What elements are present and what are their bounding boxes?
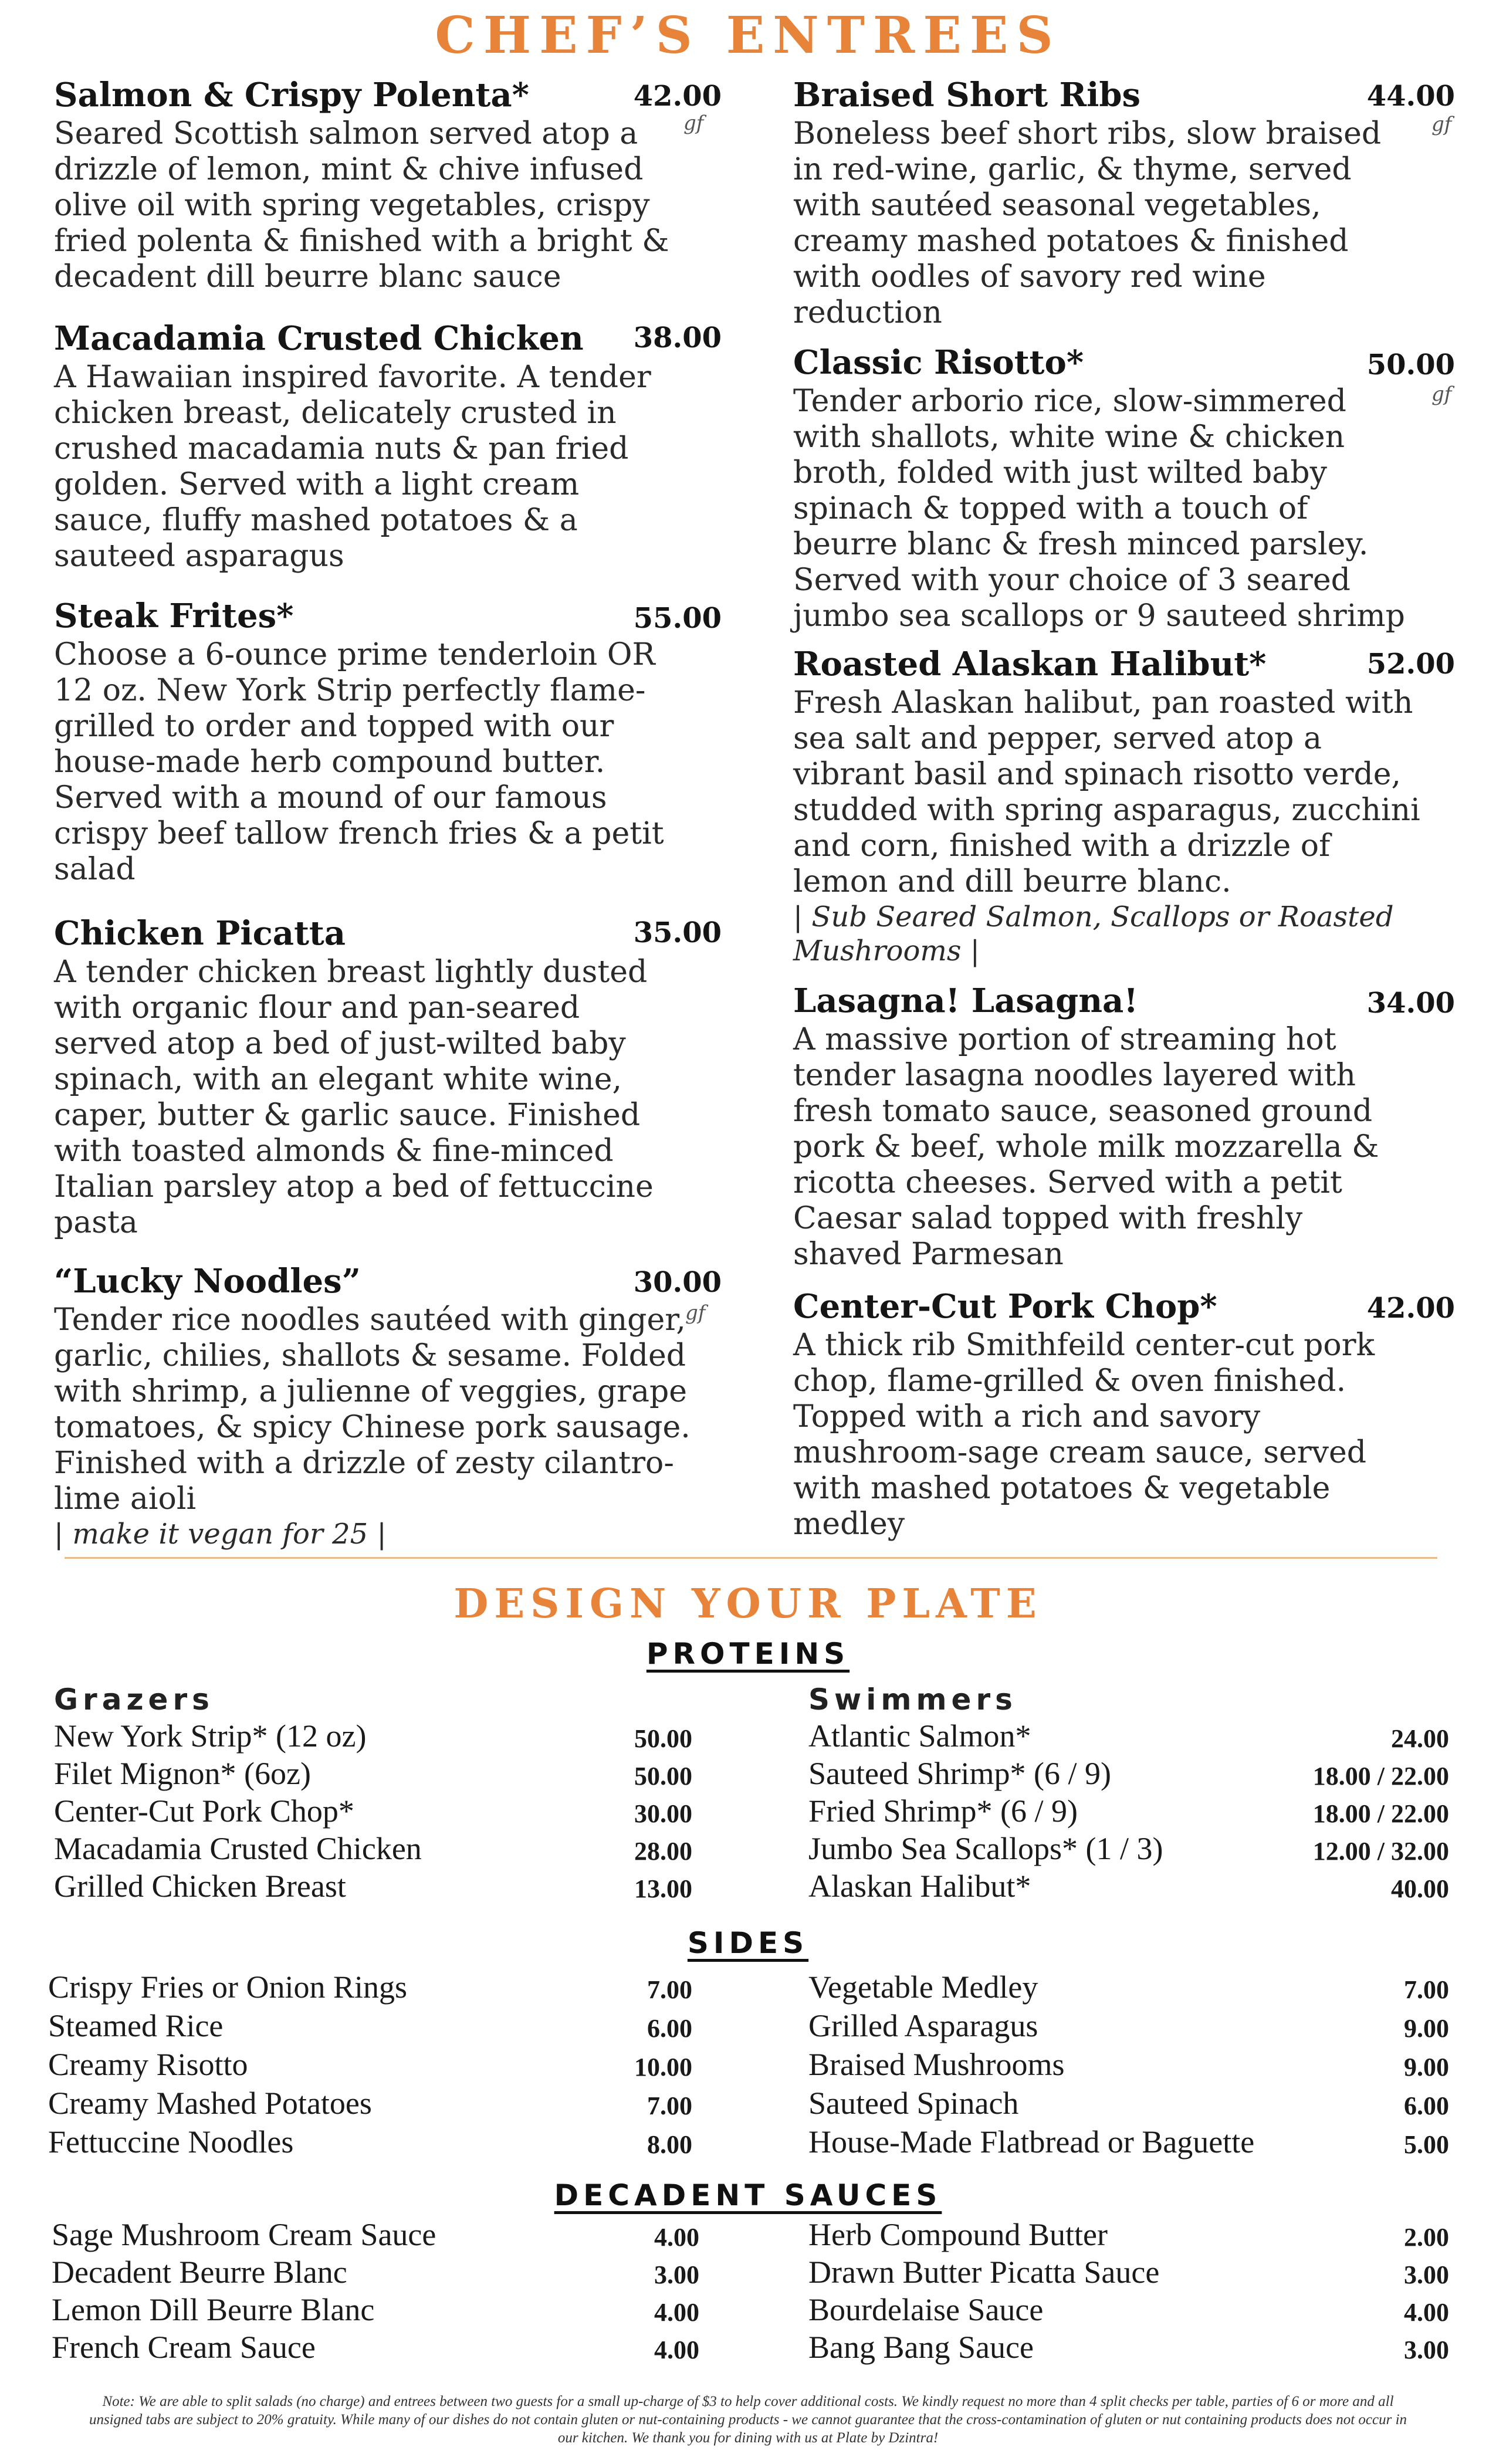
menu-row [48,2085,692,2124]
entree-price: 42.00 [1366,1292,1455,1325]
gluten-free-badge: gf [1431,383,1452,406]
menu-row-price: 10.00 [634,2053,692,2081]
entree-description: Choose a 6-ounce prime tenderloin OR 12 oz. New York Strip perfectly flame-grilled to order and topped with our house-made herb compound butter. Served with a mound of our famous crispy beef tallow french fries & a petit salad [54,637,664,887]
menu-row-label: Creamy Mashed Potatoes [48,2086,372,2121]
grazers-heading: Grazers [54,1683,214,1717]
menu-row-label: New York Strip* (12 oz) [54,1718,367,1754]
entree-description: A Hawaiian inspired favorite. A tender chicken breast, delicately crusted in crushed macadamia nuts & pan fried golden. Served with a light cream sauce, fluffy mashed potatoes & a sauteed asparagus [54,360,651,574]
entree-price: 44.00 [1366,80,1455,113]
menu-row-price: 2.00 [1404,2223,1449,2252]
menu-row-label: Sage Mushroom Cream Sauce [52,2217,436,2252]
swimmers-heading: Swimmers [808,1683,1017,1717]
menu-row-label: Fried Shrimp* (6 / 9) [808,1793,1078,1829]
entree-lucky-noodles [54,1261,723,1551]
menu-row-price: 12.00 / 32.00 [1312,1837,1449,1866]
entree-description: A thick rib Smithfeild center-cut pork chop, flame-grilled & oven finished. Topped with a rich and savory mushroom-sage cream sauce, served with mashed potatoes & vegetable medley [793,1328,1375,1542]
menu-row [808,1718,1449,1756]
section-divider [65,1557,1437,1559]
entree-title: “Lucky Noodles” [54,1262,361,1301]
menu-row [808,1793,1449,1832]
entree-title: Roasted Alaskan Halibut* [793,645,1267,683]
menu-row [54,1755,692,1794]
menu-row [808,1830,1449,1869]
entree-macadamia [54,319,723,574]
menu-row-label: Sauteed Spinach [808,2086,1019,2121]
menu-row-label: Jumbo Sea Scallops* (1 / 3) [808,1831,1163,1866]
menu-row-label: Filet Mignon* (6oz) [54,1756,311,1791]
menu-row [52,2254,699,2293]
menu-row [808,2008,1449,2046]
menu-row-label: Atlantic Salmon* [808,1718,1031,1754]
menu-row-label: Fettuccine Noodles [48,2124,294,2160]
entree-description: Boneless beef short ribs, slow braised in red-wine, garlic, & thyme, served with sautéed seasonal vegetables, creamy mashed potatoes & finished with oodles of savory red wine reduction [793,116,1382,330]
menu-row [808,2254,1449,2293]
entree-price: 42.00 [633,80,722,113]
menu-row-label: Alaskan Halibut* [808,1869,1031,1904]
menu-row [808,1755,1449,1794]
entree-title: Braised Short Ribs [793,76,1141,114]
entree-title: Chicken Picatta [54,914,346,953]
entree-halibut [793,644,1462,968]
menu-row-price: 5.00 [1404,2130,1449,2159]
menu-row [54,1718,692,1756]
menu-row-price: 4.00 [1404,2298,1449,2327]
gluten-free-badge: gf [685,1301,706,1325]
menu-row-price: 40.00 [1391,1874,1449,1903]
menu-row-price: 18.00 / 22.00 [1312,1762,1449,1791]
menu-row-price: 7.00 [1404,1975,1449,2004]
menu-row-label: Center-Cut Pork Chop* [54,1793,354,1829]
entree-steak-frites [54,596,723,888]
entree-title: Center-Cut Pork Chop* [793,1287,1217,1326]
entree-lasagna [793,981,1462,1272]
menu-row [54,1830,692,1869]
menu-row-price: 7.00 [647,1975,692,2004]
menu-row-price: 9.00 [1404,2014,1449,2043]
menu-row [52,2329,699,2368]
menu-row [48,2046,692,2085]
entree-title: Lasagna! Lasagna! [793,981,1138,1020]
menu-row [808,2216,1449,2255]
menu-row [808,2046,1449,2085]
menu-row-price: 4.00 [654,2336,699,2364]
menu-row-price: 4.00 [654,2298,699,2327]
menu-row [52,2292,699,2330]
menu-row-label: Decadent Beurre Blanc [52,2255,347,2290]
menu-row [52,2216,699,2255]
menu-row-label: Vegetable Medley [808,1969,1038,2005]
entree-short-ribs [793,75,1462,331]
menu-row-label: Steamed Rice [48,2008,224,2043]
entree-price: 38.00 [633,321,722,354]
entree-description: Seared Scottish salmon served atop a drizzle of lemon, mint & chive infused olive oil with spring vegetables, crispy fried polenta & finished with a bright & decadent dill beurre blanc sauce [54,116,669,295]
sauces-heading: DECADENT SAUCES [554,2178,942,2212]
gluten-free-badge: gf [1431,113,1452,136]
menu-row-label: French Cream Sauce [52,2330,316,2365]
sides-heading: SIDES [687,1926,809,1960]
entree-description: A massive portion of streaming hot tender lasagna noodles layered with fresh tomato sauce, seasoned ground pork & beef, whole milk mozzarella & ricotta cheeses. Served with a petit Caesar salad topped with freshly shaved Parmesan [793,1022,1379,1272]
menu-row [48,2124,692,2162]
entree-price: 52.00 [1366,648,1455,681]
menu-row [54,1793,692,1832]
entree-title: Salmon & Crispy Polenta* [54,76,529,114]
menu-row-label: Grilled Chicken Breast [54,1869,346,1904]
entree-description: Fresh Alaskan halibut, pan roasted with sea salt and pepper, served atop a vibrant basil and spinach risotto verde, studded with spring asparagus, zucchini and corn, finished with a drizzle of lemon and dill beurre blanc. [793,685,1420,899]
footnote: Note: We are able to split salads (no charge) and entrees between two guests for a small up-charge of $3 to help cover additional costs. We kindly request no more than 4 split checks per table, parties of 6 or more and all unsigned tabs are subject to 20% gratuity. While many of our dishes do not contain gluten or nut-containing products - we cannot guarantee that the cross-contamination of gluten or nut containing products does not occur in our kitchen. We thank you for dining with us at Plate by Dzintra! [89,2394,1407,2446]
menu-row-price: 3.00 [1404,2260,1449,2289]
menu-row [54,1868,692,1907]
menu-row-label: Braised Mushrooms [808,2047,1065,2082]
menu-row-price: 6.00 [1404,2091,1449,2120]
entree-title: Steak Frites* [54,597,294,635]
menu-row-label: Grilled Asparagus [808,2008,1038,2043]
menu-row-label: Sauteed Shrimp* (6 / 9) [808,1756,1111,1791]
menu-row-price: 4.00 [654,2223,699,2252]
menu-row [48,2008,692,2046]
menu-row-price: 6.00 [647,2014,692,2043]
menu-row-price: 3.00 [1404,2336,1449,2364]
menu-row [808,2085,1449,2124]
entrees-title: CHEF’S ENTREES [435,6,1061,65]
menu-row-price: 50.00 [634,1762,692,1791]
entree-note: | Sub Seared Salmon, Scallops or Roasted Mushrooms | [793,901,1394,967]
entree-description: Tender rice noodles sautéed with ginger, garlic, chilies, shallots & sesame. Folded with shrimp, a julienne of veggies, grape tomatoes, & spicy Chinese pork sausage. Finished with a drizzle of zesty cilantro-lime aioli [54,1302,691,1517]
menu-row-price: 9.00 [1404,2053,1449,2081]
design-plate-title: DESIGN YOUR PLATE [453,1580,1043,1627]
gluten-free-badge: gf [683,111,704,135]
menu-row [808,2124,1449,2162]
menu-row-label: Lemon Dill Beurre Blanc [52,2292,375,2327]
proteins-heading: PROTEINS [646,1637,850,1671]
menu-row [808,1969,1449,2008]
entree-description: Tender arborio rice, slow-simmered with shallots, white wine & chicken broth, folded with just wilted baby spinach & topped with a touch of beurre blanc & fresh minced parsley. Served with your choice of 3 seared jumbo sea scallops or 9 sauteed shrimp [793,384,1405,634]
menu-row [48,1969,692,2008]
menu-row-price: 24.00 [1391,1724,1449,1753]
menu-row-price: 50.00 [634,1724,692,1753]
menu-row [808,2329,1449,2368]
menu-row-label: Bourdelaise Sauce [808,2292,1044,2327]
menu-row-label: Herb Compound Butter [808,2217,1108,2252]
entree-note: | make it vegan for 25 | [54,1518,387,1551]
menu-row-price: 7.00 [647,2091,692,2120]
menu-row-price: 13.00 [634,1874,692,1903]
menu-row-price: 3.00 [654,2260,699,2289]
menu-row-label: House-Made Flatbread or Baguette [808,2124,1255,2160]
entree-description: A tender chicken breast lightly dusted with organic flour and pan-seared served atop a bed of just-wilted baby spinach, with an elegant white wine, caper, butter & garlic sauce. Finished with toasted almonds & fine-minced Italian parsley atop a bed of fettuccine pasta [54,955,654,1240]
entree-price: 55.00 [633,602,722,635]
entree-price: 35.00 [633,916,722,949]
entree-pork-chop [793,1287,1462,1542]
menu-row-label: Drawn Butter Picatta Sauce [808,2255,1160,2290]
menu-row-label: Macadamia Crusted Chicken [54,1831,422,1866]
menu-row-label: Bang Bang Sauce [808,2330,1034,2365]
menu-row [808,2292,1449,2330]
entree-chicken-picatta [54,913,723,1241]
menu-row-price: 30.00 [634,1799,692,1828]
entree-risotto [793,343,1462,634]
entree-title: Macadamia Crusted Chicken [54,319,584,358]
menu-row-label: Creamy Risotto [48,2047,248,2082]
menu-row-price: 18.00 / 22.00 [1312,1799,1449,1828]
menu-row-price: 8.00 [647,2130,692,2159]
menu-row-price: 28.00 [634,1837,692,1866]
entree-price: 50.00 [1366,348,1455,381]
entree-price: 30.00 [633,1266,722,1299]
entree-price: 34.00 [1366,987,1455,1020]
entree-title: Classic Risotto* [793,343,1084,382]
menu-row-label: Crispy Fries or Onion Rings [48,1969,408,2005]
menu-row [808,1868,1449,1907]
